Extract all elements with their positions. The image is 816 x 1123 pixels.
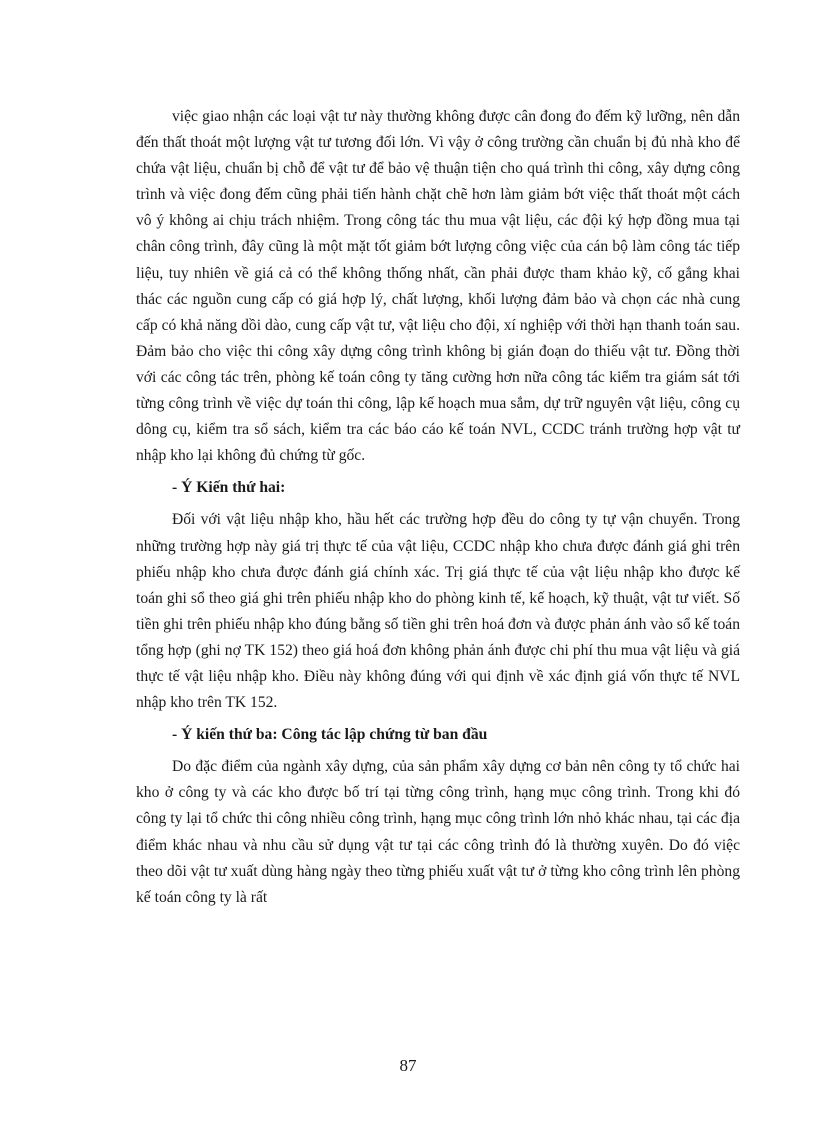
page-number: 87 bbox=[399, 1056, 417, 1075]
document-body bbox=[136, 104, 740, 911]
paragraph-2: Đối với vật liệu nhập kho, hầu hết các trường hợp đều do công ty tự vận chuyển. Trong những trường hợp này giá trị thực tế của vật liệu, CCDC nhập kho chưa được đánh giá ghi trên phiếu nhập kho chưa được đánh giá chính xác. Trị giá thực tế của vật liệu nhập kho được kế toán ghi sổ theo giá ghi trên phiếu nhập kho do phòng kinh tế, kế hoạch, kỹ thuật, vật tư viết. Số tiền ghi trên phiếu nhập kho đúng bằng số tiền ghi trên hoá đơn và được phản ánh vào sổ kế toán tổng hợp (ghi nợ TK 152) theo giá hoá đơn không phản ánh được chi phí thu mua vật liệu và giá thực tế vật liệu nhập kho. Điều này không đúng với qui định về xác định giá vốn thực tế NVL nhập kho trên TK 152. bbox=[136, 511, 740, 712]
heading-third-opinion: - Ý kiến thứ ba: Công tác lập chứng từ ban đầu bbox=[172, 726, 488, 744]
paragraph-1: việc giao nhận các loại vật tư này thường không được cân đong đo đếm kỹ lưỡng, nên dẫn đến thất thoát một lượng vật tư tương đối lớn. Vì vậy ở công trường cần chuẩn bị đủ nhà kho để chứa vật liệu, chuẩn bị chỗ để vật tư để bảo vệ thuận tiện cho quá trình thi công, xây dựng công trình và việc đong đếm cũng phải tiến hành chặt chẽ hơn làm giảm bớt việc thất thoát một cách vô ý không ai chịu trách nhiệm. Trong công tác thu mua vật liệu, các đội ký hợp đồng mua tại chân công trình, đây cũng là một mặt tốt giảm bớt lượng công việc của cán bộ làm công tác tiếp liệu, tuy nhiên về giá cả có thể không thống nhất, cần phải được tham khảo kỹ, cố gắng khai thác các nguồn cung cấp có giá hợp lý, chất lượng, khối lượng đảm bảo và chọn các nhà cung cấp có khả năng dồi dào, cung cấp vật tư, vật liệu cho đội, xí nghiệp với thời hạn thanh toán sau. Đảm bảo cho việc thi công xây dựng công trình không bị gián đoạn do thiếu vật tư. Đồng thời với các công tác trên, phòng kế toán công ty tăng cường hơn nữa công tác kiểm tra giám sát tới từng công trình về việc dự toán thi công, lập kế hoạch mua sắm, dự trữ nguyên vật liệu, công cụ dông cụ, kiểm tra sổ sách, kiểm tra các báo cáo kế toán NVL, CCDC tránh trường hợp vật tư nhập kho lại không đủ chứng từ gốc. bbox=[136, 108, 740, 465]
paragraph-3: Do đặc điểm của ngành xây dựng, của sản phẩm xây dựng cơ bản nên công ty tổ chức hai kho ở công ty và các kho được bố trí tại từng công trình, hạng mục công trình. Trong khi đó công ty lại tổ chức thi công nhiều công trình, hạng mục công trình lớn nhỏ khác nhau, tại các địa điểm khác nhau và nhu cầu sử dụng vật tư tại các công trình đó là thường xuyên. Do đó việc theo dõi vật tư xuất dùng hàng ngày theo từng phiếu xuất vật tư ở từng kho công trình lên phòng kế toán công ty là rất bbox=[136, 758, 740, 906]
heading-second-opinion: - Ý Kiến thứ hai: bbox=[172, 479, 286, 497]
